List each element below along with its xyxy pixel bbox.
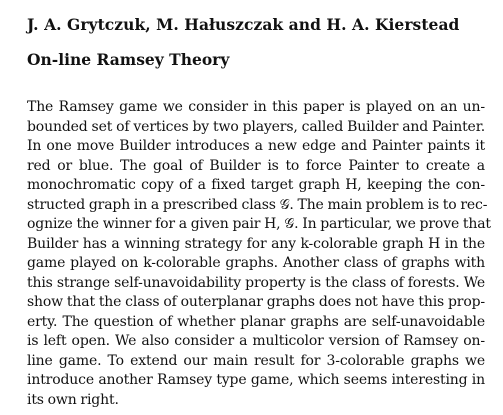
abstract-line: monochromatic copy of a fixed target graph H, keeping the con- (27, 177, 485, 193)
abstract-line: introduce another Ramsey type game, which seems interesting in (27, 372, 485, 388)
paper-title: On-line Ramsey Theory (27, 50, 230, 69)
abstract-line: bounded set of vertices by two players, called Builder and Painter. (27, 118, 485, 135)
abstract-line: structed graph in a prescribed class 𝒢. The main problem is to rec- (27, 196, 488, 213)
abstract-line: ognize the winner for a given pair H, 𝒢. In particular, we prove that (27, 216, 491, 232)
abstract-line: line game. To extend our main result for 3-colorable graphs we (27, 352, 485, 369)
paper-authors: J. A. Grytczuk, M. Hałuszczak and H. A. Kierstead (27, 15, 460, 34)
abstract-line: its own right. (27, 391, 119, 408)
abstract-line: Builder has a winning strategy for any k-colorable graph H in the (27, 235, 485, 252)
abstract-line: show that the class of outerplanar graphs does not have this prop- (27, 294, 485, 310)
abstract-line: In one move Builder introduces a new edge and Painter paints it (27, 138, 485, 154)
abstract-line: this strange self-unavoidability property is the class of forests. We (27, 274, 485, 291)
abstract-line: red or blue. The goal of Builder is to force Painter to create a (27, 157, 485, 174)
abstract-line: game played on k-colorable graphs. Another class of graphs with (27, 255, 485, 271)
abstract-line: The Ramsey game we consider in this paper is played on an un- (27, 99, 485, 115)
abstract-line: is left open. We also consider a multicolor version of Ramsey on- (27, 333, 485, 349)
paper-abstract (27, 98, 491, 410)
abstract-line: erty. The question of whether planar graphs are self-unavoidable (27, 313, 485, 330)
